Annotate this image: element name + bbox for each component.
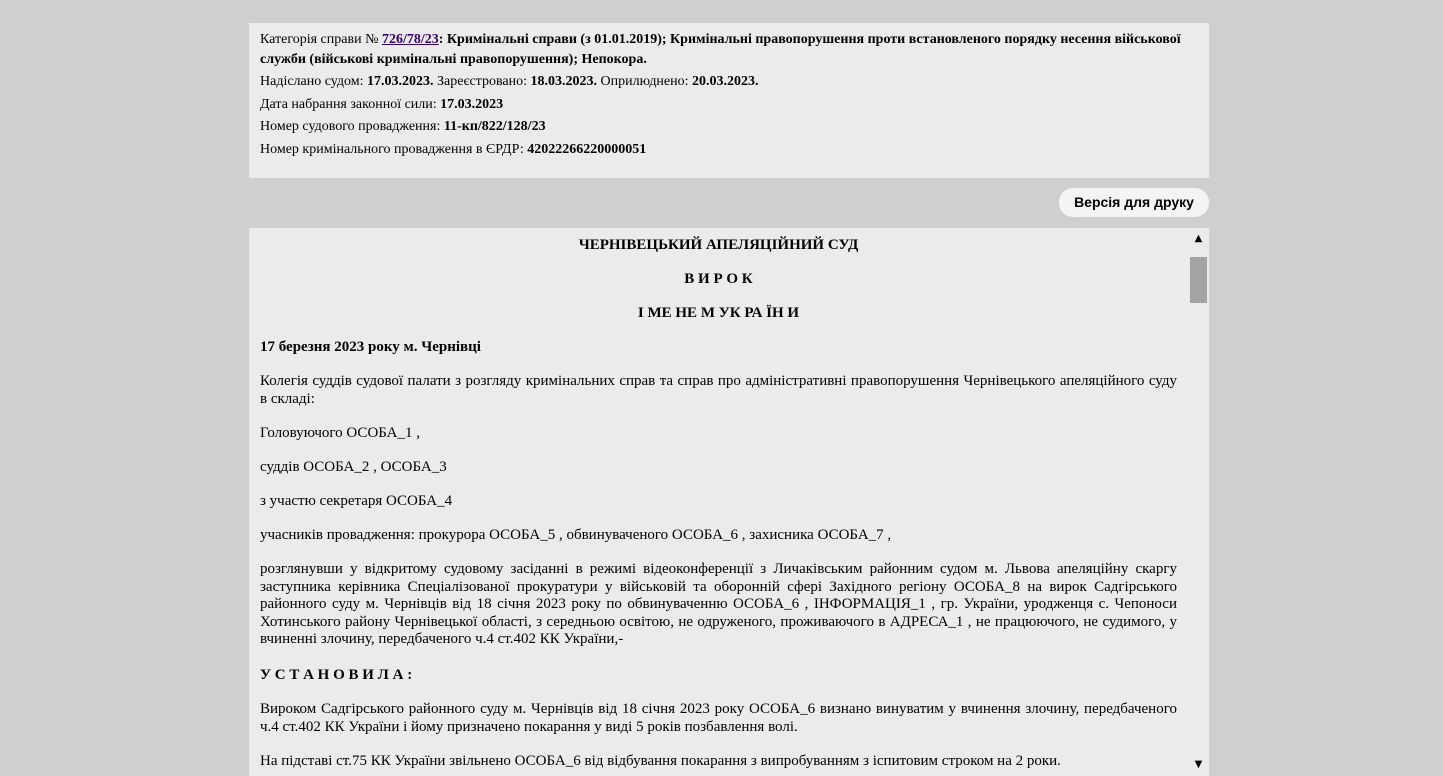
legal-force-line bbox=[260, 94, 1198, 115]
paragraph-considered: розглянувши у відкритому судовому засіданні в режимі відеоконференції з Личаківським районним судом м. Львова апеляційну скаргу заступника керівника Спеціалізованої прокуратури у військовій та оборонній сфері Західного регіону ОСОБА_8 на вирок Садгірського районного суду м. Чернівців від 18 січня 2023 року по обвинуваченню ОСОБА_6 , ІНФОРМАЦІЯ_1 , гр. України, уродженця с. Чепоноси Хотинського району Чернівецької області, з середньою освітою, не одруженого, проживаючого в АДРЕСА_1 , не працюючого, не судимого, у вчиненні злочину, передбаченого ч.4 ст.402 КК України,- bbox=[260, 561, 1177, 647]
paragraph-secretary: з участю секретаря ОСОБА_4 bbox=[260, 493, 453, 509]
published-label: Оприлюднено: bbox=[596, 74, 693, 89]
paragraph-participants: учасників провадження: прокурора ОСОБА_5 , обвинуваченого ОСОБА_6 , захисника ОСОБА_7 , bbox=[260, 527, 892, 543]
dates-line bbox=[260, 71, 1198, 92]
scroll-thumb[interactable] bbox=[1190, 257, 1207, 303]
category-value: : Кримінальні справи (з 01.01.2019); Кримінальні правопорушення проти встановленого порядку несення військової служби (військові кримінальні правопорушення); Непокора. bbox=[260, 32, 1181, 67]
case-info-panel bbox=[249, 23, 1209, 178]
case-category-line bbox=[260, 30, 1198, 70]
document-scrollbar[interactable] bbox=[1188, 228, 1209, 776]
paragraph-panel: Колегія суддів судової палати з розгляду кримінальних справ та справ про адміністративні правопорушення Чернівецького апеляційного суду в складі: bbox=[260, 373, 1177, 407]
proceeding-number: 11-кп/822/128/23 bbox=[443, 119, 546, 134]
scroll-down-arrow-icon[interactable]: ▼ bbox=[1194, 759, 1203, 770]
scroll-up-arrow-icon[interactable]: ▲ bbox=[1194, 233, 1203, 244]
legal-force-label: Дата набрання законної сили: bbox=[260, 96, 441, 112]
court-name: ЧЕРНІВЕЦЬКИЙ АПЕЛЯЦІЙНИЙ СУД bbox=[578, 237, 859, 253]
case-number-link[interactable]: 726/78/23 bbox=[381, 32, 439, 47]
established-heading: У С Т А Н О В И Л А : bbox=[260, 667, 413, 683]
paragraph-release: На підставі ст.75 КК України звільнено ОСОБА_6 від відбування покарання з випробуванням з іспитовим строком на 2 роки. bbox=[260, 753, 1061, 769]
erdr-number: 42022266220000051 bbox=[527, 141, 647, 157]
in-name-of-ukraine: І МЕ НЕ М УК РА ЇН И bbox=[637, 305, 800, 321]
registered-date: 18.03.2023. bbox=[530, 74, 597, 89]
published-date: 20.03.2023. bbox=[692, 74, 759, 89]
sent-date: 17.03.2023. bbox=[367, 74, 434, 89]
verdict-title: В И Р О К bbox=[684, 271, 753, 287]
document-frame[interactable] bbox=[249, 228, 1209, 776]
registered-label: Зареєстровано: bbox=[433, 74, 531, 89]
paragraph-verdict: Вироком Садгірського районного суду м. Чернівців від 18 січня 2023 року ОСОБА_6 визнано винуватим у вчинення злочину, передбаченого ч.4 ст.402 КК України і йому призначено покарання у виді 5 років позбавлення волі. bbox=[260, 701, 1177, 735]
category-label: Категорія справи № bbox=[260, 32, 382, 47]
proceeding-label: Номер судового провадження: bbox=[260, 119, 444, 134]
paragraph-presiding: Головуючого ОСОБА_1 , bbox=[260, 425, 421, 441]
date-place: 17 березня 2023 року м. Чернівці bbox=[260, 339, 481, 355]
print-version-button[interactable]: Версія для друку bbox=[1059, 188, 1209, 217]
erdr-line bbox=[260, 139, 1198, 160]
erdr-label: Номер кримінального провадження в ЄРДР: bbox=[260, 141, 528, 157]
legal-force-date: 17.03.2023 bbox=[440, 96, 504, 112]
sent-label: Надіслано судом: bbox=[260, 74, 367, 89]
proceeding-line bbox=[260, 116, 1198, 137]
paragraph-judges: суддів ОСОБА_2 , ОСОБА_3 bbox=[260, 459, 447, 475]
